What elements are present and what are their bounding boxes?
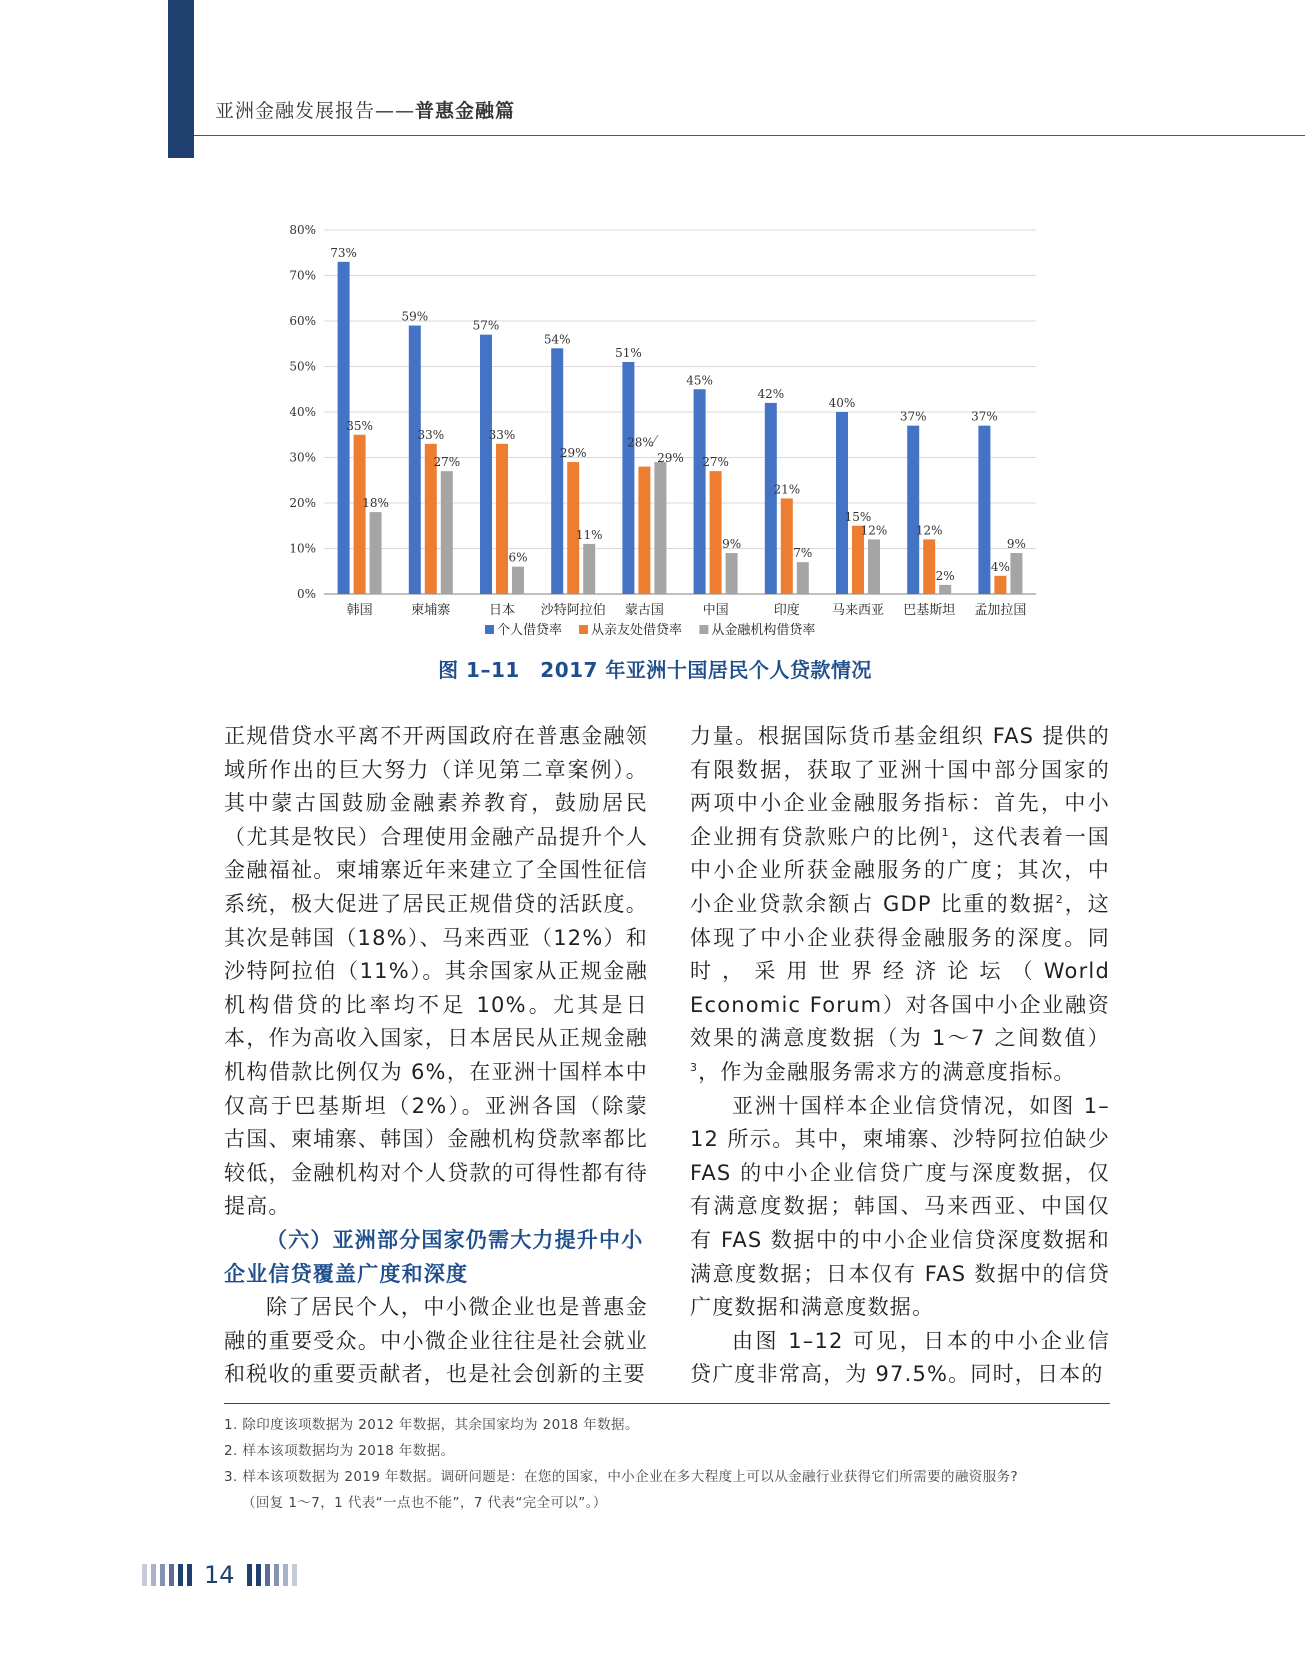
x-category-label: 马来西亚	[831, 603, 885, 618]
page-footer	[142, 1563, 297, 1587]
x-category-label: 柬埔寨	[411, 603, 451, 618]
legend-swatch	[485, 625, 494, 634]
bar-value-label: 9%	[722, 537, 742, 552]
book-title: 亚洲金融发展报告——	[215, 100, 416, 122]
y-tick-label: 60%	[289, 314, 316, 328]
bar-institution	[370, 512, 382, 594]
y-tick-label: 10%	[289, 541, 316, 556]
legend-label: 个人借贷率	[497, 623, 563, 638]
footnote-rule	[224, 1403, 1110, 1404]
text-run: ，这体现了中小企业获得金融服务的深度。同时，采用世界经济论坛（World Economic Forum）对各国中小企业融资效果的满意度数据（为 1～7 之间数值）	[690, 891, 1110, 1051]
bar-value-label: 37%	[971, 409, 998, 424]
x-category-label: 日本	[488, 603, 516, 618]
y-tick-label: 20%	[289, 496, 316, 510]
bar-value-label: 73%	[330, 245, 357, 260]
footnote-2: 2. 样本该项数据均为 2018 年数据。	[224, 1443, 455, 1459]
footnotes	[224, 1412, 1114, 1516]
bar-personal	[409, 326, 421, 594]
bar-institution	[1010, 553, 1022, 594]
x-category-label: 韩国	[346, 603, 373, 618]
bar-personal	[551, 348, 563, 594]
legend-swatch	[699, 625, 708, 634]
bar-personal	[907, 426, 919, 594]
bar-family	[710, 471, 722, 594]
bar-value-label: 51%	[615, 345, 642, 360]
bar-value-label: 7%	[793, 546, 813, 561]
y-tick-label: 40%	[289, 405, 316, 419]
footnote-ref-1: 1	[941, 825, 950, 839]
bar-institution	[726, 553, 738, 594]
y-tick-label: 30%	[289, 450, 316, 465]
y-tick-label: 50%	[289, 359, 316, 374]
footnote-ref-3: 3	[690, 1060, 699, 1074]
volume-title: 普惠金融篇	[415, 100, 516, 122]
bar-family	[496, 444, 508, 594]
bar-institution	[654, 462, 666, 594]
bar-family	[354, 435, 366, 594]
figure-caption: 图 1–11 2017 年亚洲十国居民个人贷款情况	[438, 658, 872, 682]
bar-value-label: 4%	[990, 559, 1010, 574]
bar-value-label: 54%	[543, 332, 571, 347]
bar-institution	[441, 471, 453, 594]
bar-personal	[622, 362, 634, 594]
y-tick-label: 80%	[289, 223, 316, 237]
bar-family	[638, 467, 650, 594]
bar-value-label: 28%	[627, 435, 654, 450]
y-tick-label: 0%	[296, 587, 316, 601]
bar-value-label: 12%	[860, 523, 888, 538]
bar-institution	[583, 544, 595, 594]
loan-bar-chart	[280, 210, 1040, 650]
y-tick-label: 70%	[289, 268, 316, 283]
page-bars-right	[247, 1564, 297, 1586]
left-column	[224, 720, 648, 1392]
bar-family	[781, 498, 793, 594]
bar-value-label: 37%	[899, 409, 927, 424]
bar-value-label: 33%	[417, 427, 445, 442]
legend-label: 从金融机构借贷率	[711, 623, 816, 638]
bar-value-label: 42%	[757, 386, 785, 401]
bar-value-label: 12%	[915, 523, 943, 538]
x-category-label: 中国	[702, 603, 729, 618]
bar-institution	[939, 585, 951, 594]
bar-value-label: 29%	[657, 451, 684, 466]
section-heading: （六）亚洲部分国家仍需大力提升中小企业信贷覆盖广度和深度	[224, 1227, 644, 1286]
x-category-label: 印度	[773, 603, 800, 618]
x-category-label: 沙特阿拉伯	[540, 603, 606, 618]
bar-institution	[868, 539, 880, 594]
footnote-3-continuation: （回复 1～7，1 代表“一点也不能”，7 代表“完全可以”。）	[242, 1495, 607, 1511]
bar-family	[923, 539, 935, 594]
footnote-3: 3. 样本该项数据为 2019 年数据。调研问题是：在您的国家，中小企业在多大程度上可以从金融行业获得它们所需要的融资服务?	[224, 1469, 1019, 1485]
x-category-label: 蒙古国	[624, 603, 664, 618]
legend-swatch	[579, 625, 588, 634]
text-run: ，这代表着一国中小企业所获金融服务的广度；其次，中小企业贷款余额占 GDP 比重的数据	[690, 824, 1110, 916]
bar-personal	[765, 403, 777, 594]
bar-value-label: 59%	[401, 309, 429, 324]
footnote-1: 1. 除印度该项数据为 2012 年数据，其余国家均为 2018 年数据。	[224, 1417, 639, 1433]
bar-value-label: 40%	[828, 396, 856, 410]
bar-personal	[480, 335, 492, 594]
bar-value-label: 11%	[575, 527, 603, 542]
x-category-label: 巴基斯坦	[903, 603, 956, 618]
bar-institution	[797, 562, 809, 594]
bar-value-label: 18%	[362, 496, 389, 511]
bar-value-label: 29%	[559, 446, 587, 461]
legend-label: 从亲友处借贷率	[591, 623, 683, 638]
bar-value-label: 27%	[702, 455, 729, 470]
bar-value-label: 2%	[935, 568, 955, 583]
running-head	[215, 96, 515, 123]
page-number: 14	[204, 1561, 235, 1589]
bar-personal	[978, 426, 990, 594]
bar-personal	[836, 412, 848, 594]
bar-value-label: 6%	[508, 550, 528, 565]
bar-value-label: 33%	[488, 427, 516, 442]
bar-value-label: 9%	[1006, 537, 1026, 552]
right-paragraph-3: 由图 1–12 可见，日本的中小企业信贷广度非常高，为 97.5%。同时，日本的	[690, 1328, 1110, 1387]
text-run: 力量。根据国际货币基金组织 FAS 提供的有限数据，获取了亚洲十国中部分国家的两项中小企业金融服务指标：首先，中小企业拥有贷款账户的比例	[690, 724, 1110, 849]
bar-institution	[512, 567, 524, 594]
bar-personal	[694, 389, 706, 594]
left-paragraph-2: 除了居民个人，中小微企业也是普惠金融的重要受众。中小微企业往往是社会就业和税收的重要贡献者，也是社会创新的主要	[224, 1295, 648, 1387]
header-rule	[194, 135, 1305, 136]
bar-value-label: 57%	[472, 318, 500, 333]
bar-value-label: 27%	[433, 455, 461, 470]
header-tab-bar	[168, 0, 194, 158]
left-paragraph-1: 正规借贷水平离不开两国政府在普惠金融领域所作出的巨大努力（详见第二章案例）。其中蒙古国鼓励金融素养教育，鼓励居民（尤其是牧民）合理使用金融产品提升个人金融福祉。柬埔寨近年来建立了全国性征信系统，极大促进了居民正规借贷的活跃度。其次是韩国（18%）、马来西亚（12%）和沙特阿拉伯（11%）。其余国家从正规金融机构借贷的比率均不足 10%。尤其是日本，作为高收入国家，日本居民从正规金融机构借款比例仅为 6%，在亚洲十国样本中仅高于巴基斯坦（2%）。亚洲各国（除蒙古国、柬埔寨、韩国）金融机构贷款率都比较低，金融机构对个人贷款的可得性都有待提高。	[224, 724, 648, 1219]
bar-value-label: 15%	[844, 509, 872, 524]
x-category-label: 孟加拉国	[974, 603, 1027, 618]
right-paragraph-2: 亚洲十国样本企业信贷情况，如图 1–12 所示。其中，柬埔寨、沙特阿拉伯缺少 FAS 的中小企业信贷广度与深度数据，仅有满意度数据；韩国、马来西亚、中国仅有 FAS 数据中的中小企业信贷深度数据和满意度数据；日本仅有 FAS 数据中的信贷广度数据和满意度数据。	[690, 1093, 1110, 1320]
right-paragraph-1	[690, 720, 1110, 1090]
page-bars-left	[142, 1564, 192, 1586]
right-column	[690, 720, 1110, 1392]
text-run: ，作为金融服务需求方的满意度指标。	[698, 1059, 1076, 1084]
bar-family	[994, 576, 1006, 594]
bar-value-label: 35%	[346, 418, 373, 433]
bar-value-label: 21%	[773, 482, 801, 497]
bar-value-label: 45%	[686, 373, 713, 388]
footnote-ref-2: 2	[1055, 892, 1064, 906]
